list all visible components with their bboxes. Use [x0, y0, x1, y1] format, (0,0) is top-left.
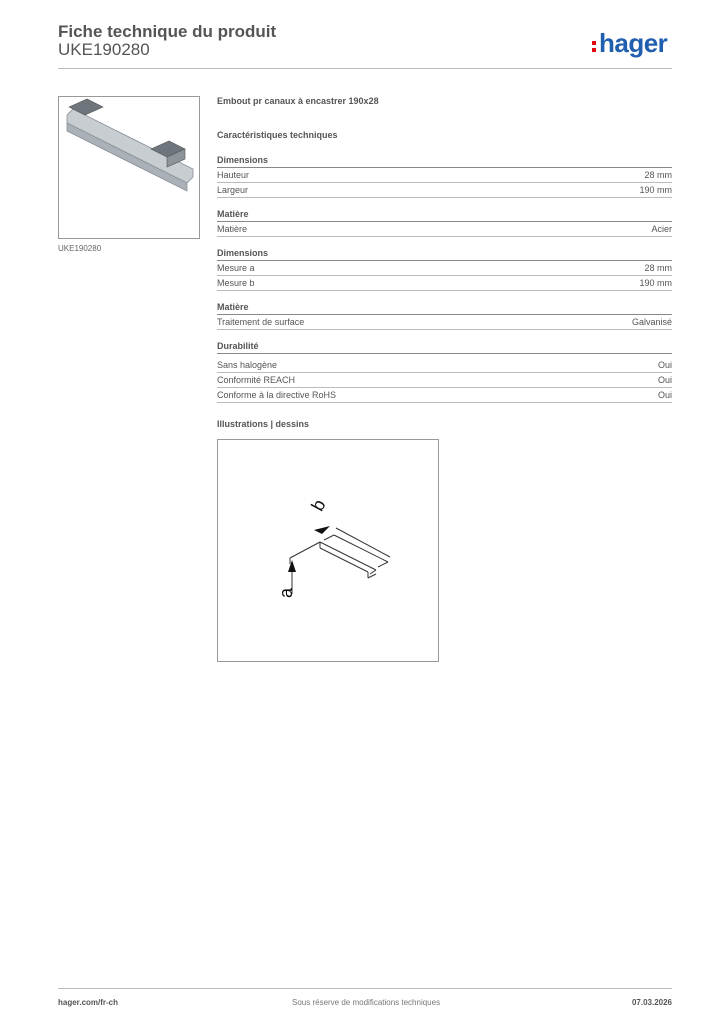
page-title: Fiche technique du produit — [58, 22, 277, 41]
label-a: a — [276, 587, 296, 598]
logo-dots-icon — [592, 39, 596, 53]
spec-row — [217, 222, 672, 237]
spec-value: Galvanisé — [631, 317, 672, 327]
footer-date: 07.03.2026 — [631, 998, 672, 1007]
header-divider — [58, 68, 672, 69]
spec-label: Largeur — [217, 185, 249, 195]
spec-value: 190 mm — [639, 278, 672, 288]
spec-label: Traitement de surface — [217, 317, 305, 327]
logo-text: hager — [599, 28, 668, 58]
label-b: b — [307, 495, 330, 515]
product-reference: UKE190280 — [58, 40, 150, 59]
section-title: Dimensions — [217, 248, 672, 261]
spec-row — [217, 315, 672, 330]
spec-label: Mesure b — [217, 278, 255, 288]
product-image — [58, 96, 200, 239]
end-cap-product-icon — [59, 97, 199, 238]
spec-label: Mesure a — [217, 263, 255, 273]
section-durability — [217, 341, 672, 403]
characteristics-title: Caractéristiques techniques — [217, 130, 338, 140]
spec-row — [217, 183, 672, 198]
spec-value: 28 mm — [644, 170, 672, 180]
dimension-diagram-icon — [218, 440, 438, 661]
section-dimensions-2 — [217, 248, 672, 291]
spec-row — [217, 261, 672, 276]
spec-value: Acier — [651, 224, 672, 234]
spec-value: 28 mm — [644, 263, 672, 273]
hager-logo — [592, 28, 667, 59]
spec-label: Conforme à la directive RoHS — [217, 390, 337, 400]
footer-website-link[interactable]: hager.com/fr-ch — [58, 998, 119, 1007]
footer-disclaimer: Sous réserve de modifications techniques — [292, 998, 441, 1007]
section-material — [217, 209, 672, 237]
spec-row — [217, 373, 672, 388]
image-caption: UKE190280 — [58, 244, 102, 253]
section-title: Matière — [217, 302, 672, 315]
spec-row — [217, 276, 672, 291]
illustrations-title: Illustrations | dessins — [217, 419, 310, 429]
section-title: Matière — [217, 209, 672, 222]
spec-value: 190 mm — [639, 185, 672, 195]
section-title: Durabilité — [217, 341, 672, 354]
spec-label: Hauteur — [217, 170, 250, 180]
product-name: Embout pr canaux à encastrer 190x28 — [217, 96, 379, 106]
spec-value: Oui — [657, 375, 672, 385]
dimension-drawing — [217, 439, 439, 662]
spec-row — [217, 388, 672, 403]
spec-row — [217, 358, 672, 373]
section-material-2 — [217, 302, 672, 330]
spec-value: Oui — [657, 390, 672, 400]
spec-row — [217, 168, 672, 183]
footer-divider — [58, 988, 672, 989]
spec-label: Sans halogène — [217, 360, 278, 370]
spec-value: Oui — [657, 360, 672, 370]
spec-label: Conformité REACH — [217, 375, 296, 385]
spec-label: Matière — [217, 224, 248, 234]
section-title: Dimensions — [217, 155, 672, 168]
section-dimensions — [217, 155, 672, 198]
